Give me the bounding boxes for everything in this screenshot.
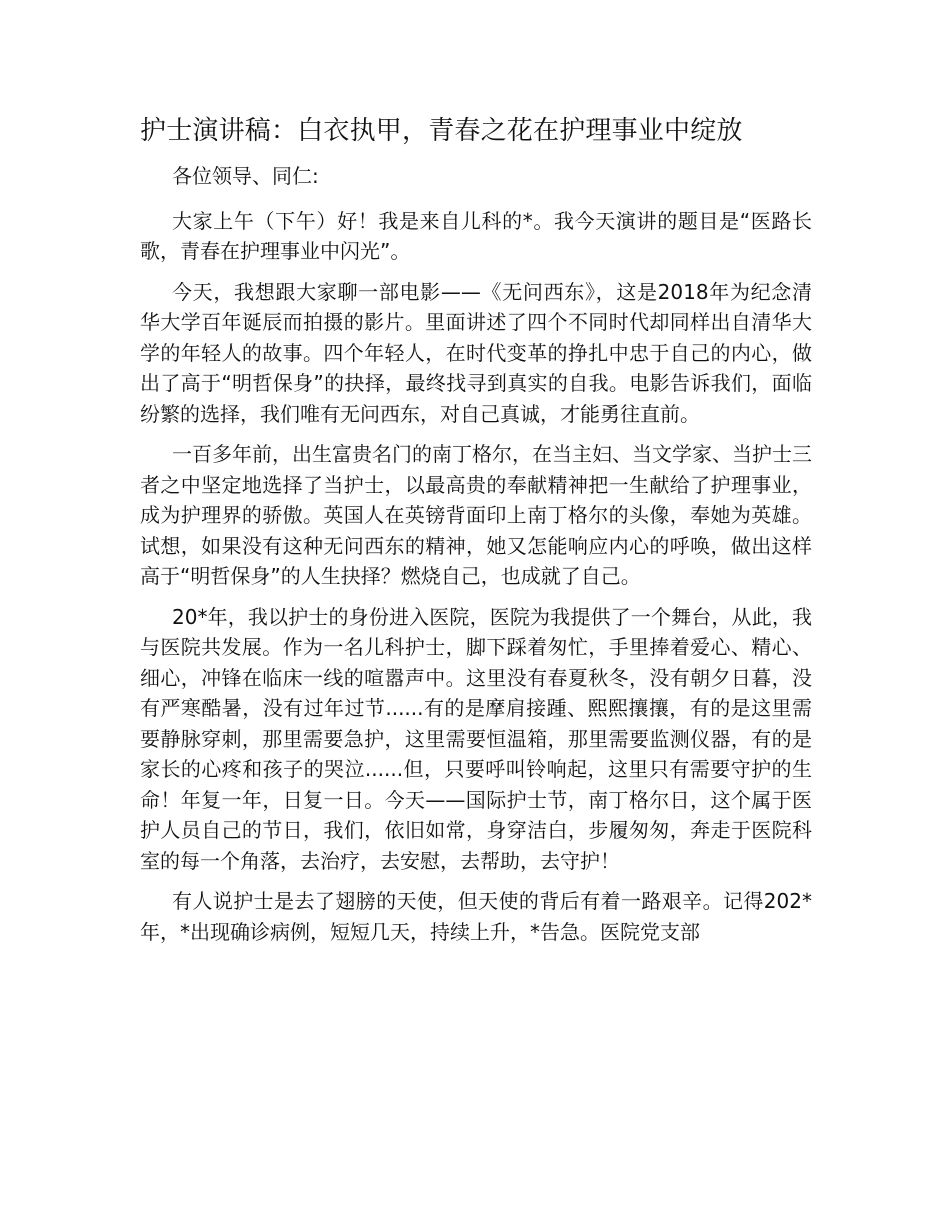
greeting-line: 各位领导、同仁: [172,164,319,188]
paragraph-2: 今天，我想跟大家聊一部电影——《无问西东》，这是2018年为纪念清华大学百年诞辰而拍摄的影片。里面讲述了四个不同时代却同样出自清华大学的年轻人的故事。四个年轻人，在时代变革的挣扎中忠于自己的内心，做出了高于“明哲保身”的抉择，最终找寻到真实的自我。电影告诉我们，面临纷繁的选择，我们唯有无问西东，对自己真诚，才能勇往直前。 [140,279,812,426]
document-body [140,111,812,957]
paragraph-3: 一百多年前，出生富贵名门的南丁格尔，在当主妇、当文学家、当护士三者之中坚定地选择了当护士，以最高贵的奉献精神把一生献给了护理事业，成为护理界的骄傲。英国人在英镑背面印上南丁格尔的头像，奉她为英雄。试想，如果没有这种无问西东的精神，她又怎能响应内心的呼唤，做出这样高于“明哲保身”的人生抉择？燃烧自己，也成就了自己。 [140,442,812,588]
paragraph-4: 20*年，我以护士的身份进入医院，医院为我提供了一个舞台，从此，我与医院共发展。作为一名儿科护士，脚下踩着匆忙，手里捧着爱心、精心、细心，冲锋在临床一线的喧嚣声中。这里没有春夏秋冬，没有朝夕日暮，没有严寒酷暑，没有过年过节......有的是摩肩接踵、熙熙攘攘，有的是这里需要静脉穿刺，那里需要急护，这里需要恒温箱，那里需要监测仪器，有的是家长的心疼和孩子的哭泣......但，只要呼叫铃响起，这里只有需要守护的生命！年复一年，日复一日。今天——国际护士节，南丁格尔日，这个属于医护人员自己的节日，我们，依旧如常，身穿洁白，步履匆匆，奔走于医院科室的每一个角落，去治疗，去安慰，去帮助，去守护！ [140,604,812,873]
document-title: 护士演讲稿：白衣执甲，青春之花在护理事业中绽放 [140,116,743,146]
paragraph-5: 有人说护士是去了翅膀的天使，但天使的背后有着一路艰辛。记得202*年，*出现确诊病例，短短几天，持续上升，*告急。医院党支部 [140,889,812,944]
paragraph-1: 大家上午（下午）好！我是来自儿科的*。我今天演讲的题目是“医路长歌，青春在护理事业中闪光”。 [140,208,812,263]
